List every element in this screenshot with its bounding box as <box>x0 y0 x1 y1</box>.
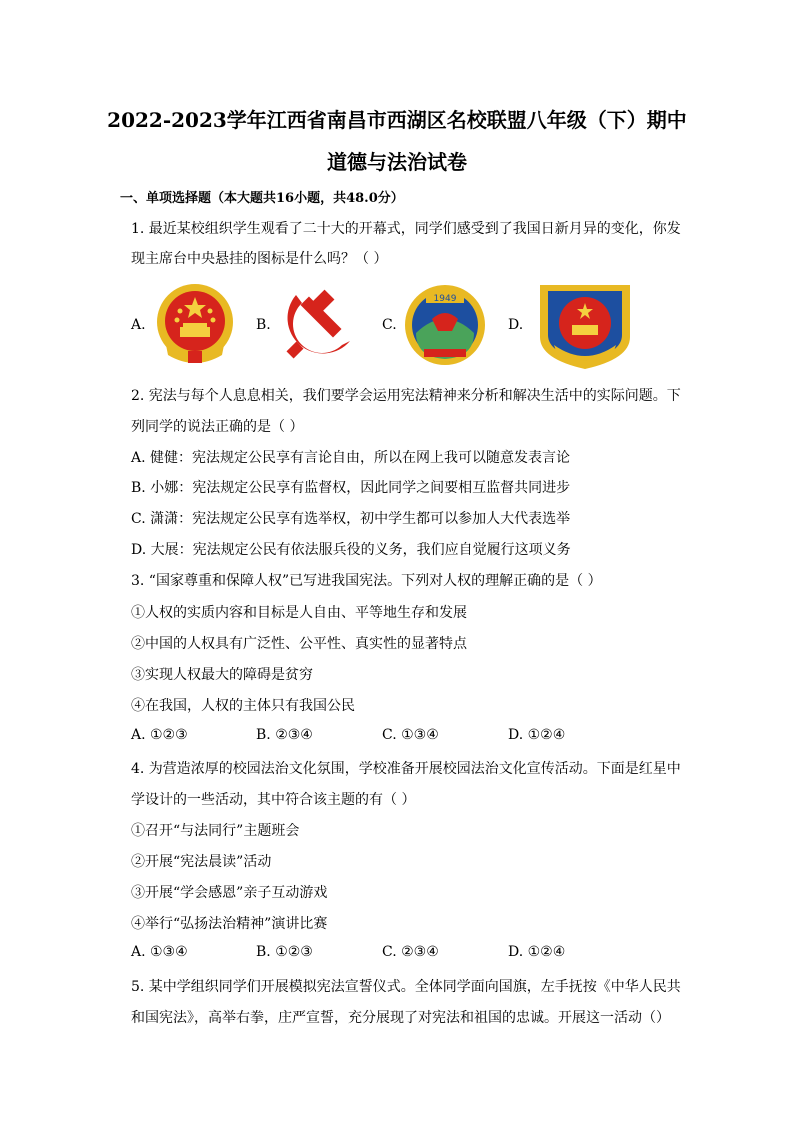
q4-item-2: ②开展“宪法晨读”活动 <box>131 854 272 870</box>
q3-choice-a: A. ①②③ <box>131 727 188 743</box>
cppcc-emblem-icon <box>402 283 488 367</box>
q1-option-d-label: D. <box>508 317 524 333</box>
q3-choice-b: B. ②③④ <box>256 727 313 743</box>
q3-item-2: ②中国的人权具有广泛性、公平性、真实性的显著特点 <box>131 636 467 652</box>
q1-option-a-label: A. <box>131 317 146 333</box>
q3-choice-c: C. ①③④ <box>382 727 439 743</box>
hammer-sickle-icon <box>278 283 362 367</box>
cppcc-year-text: 1949 <box>433 294 457 304</box>
national-emblem-icon <box>152 281 238 367</box>
q1-stem-line2: 现主席台中央悬挂的图标是什么吗？（ ） <box>131 251 388 267</box>
q4-choice-d: D. ①②④ <box>508 944 566 960</box>
q5-stem-line1: 5. 某中学组织同学们开展模拟宪法宣誓仪式。全体同学面向国旗，左手抚按《中华人民共 <box>131 979 681 995</box>
q3-item-3: ③实现人权最大的障碍是贫穷 <box>131 667 313 683</box>
q2-option-b: B. 小娜：宪法规定公民享有监督权，因此同学之间要相互监督共同进步 <box>131 480 571 496</box>
q4-choice-b: B. ①②③ <box>256 944 313 960</box>
q1-option-b-label: B. <box>256 317 271 333</box>
q2-stem-line1: 2. 宪法与每个人息息相关，我们要学会运用宪法精神来分析和解决生活中的实际问题。下 <box>131 388 681 404</box>
q4-choice-a: A. ①③④ <box>131 944 188 960</box>
q4-item-1: ①召开“与法同行”主题班会 <box>131 823 300 839</box>
q4-choice-c: C. ②③④ <box>382 944 439 960</box>
q2-option-a: A. 健健：宪法规定公民享有言论自由，所以在网上我可以随意发表言论 <box>131 450 571 466</box>
q4-stem-line1: 4. 为营造浓厚的校园法治文化氛围，学校准备开展校园法治文化宣传活动。下面是红星中 <box>131 761 681 777</box>
q2-stem-line2: 列同学的说法正确的是（ ） <box>131 419 304 435</box>
q2-option-d: D. 大展：宪法规定公民有依法服兵役的义务，我们应自觉履行这项义务 <box>131 542 571 558</box>
q2-option-c: C. 潇潇：宪法规定公民享有选举权，初中学生都可以参加人大代表选举 <box>131 511 571 527</box>
q3-item-4: ④在我国，人权的主体只有我国公民 <box>131 698 355 714</box>
page-title-line1: 2022-2023学年江西省南昌市西湖区名校联盟八年级（下）期中 <box>107 108 687 132</box>
q3-choice-d: D. ①②④ <box>508 727 566 743</box>
q4-item-3: ③开展“学会感恩”亲子互动游戏 <box>131 885 328 901</box>
q3-item-1: ①人权的实质内容和目标是人自由、平等地生存和发展 <box>131 605 467 621</box>
q4-item-4: ④举行“弘扬法治精神”演讲比赛 <box>131 916 328 932</box>
page-title-line2: 道德与法治试卷 <box>327 150 467 174</box>
q1-option-c-label: C. <box>382 317 397 333</box>
q4-stem-line2: 学设计的一些活动，其中符合该主题的有（ ） <box>131 792 416 808</box>
police-emblem-icon <box>532 279 638 371</box>
q5-stem-line2: 和国宪法》，高举右拳，庄严宣誓，充分展现了对宪法和祖国的忠诚。开展这一活动（） <box>131 1010 670 1026</box>
q1-stem-line1: 1. 最近某校组织学生观看了二十大的开幕式，同学们感受到了我国日新月异的变化，你发 <box>131 221 681 237</box>
q3-stem: 3. “国家尊重和保障人权”已写进我国宪法。下列对人权的理解正确的是（ ） <box>131 573 602 589</box>
section-heading: 一、单项选择题（本大题共16小题，共48.0分） <box>120 191 404 206</box>
